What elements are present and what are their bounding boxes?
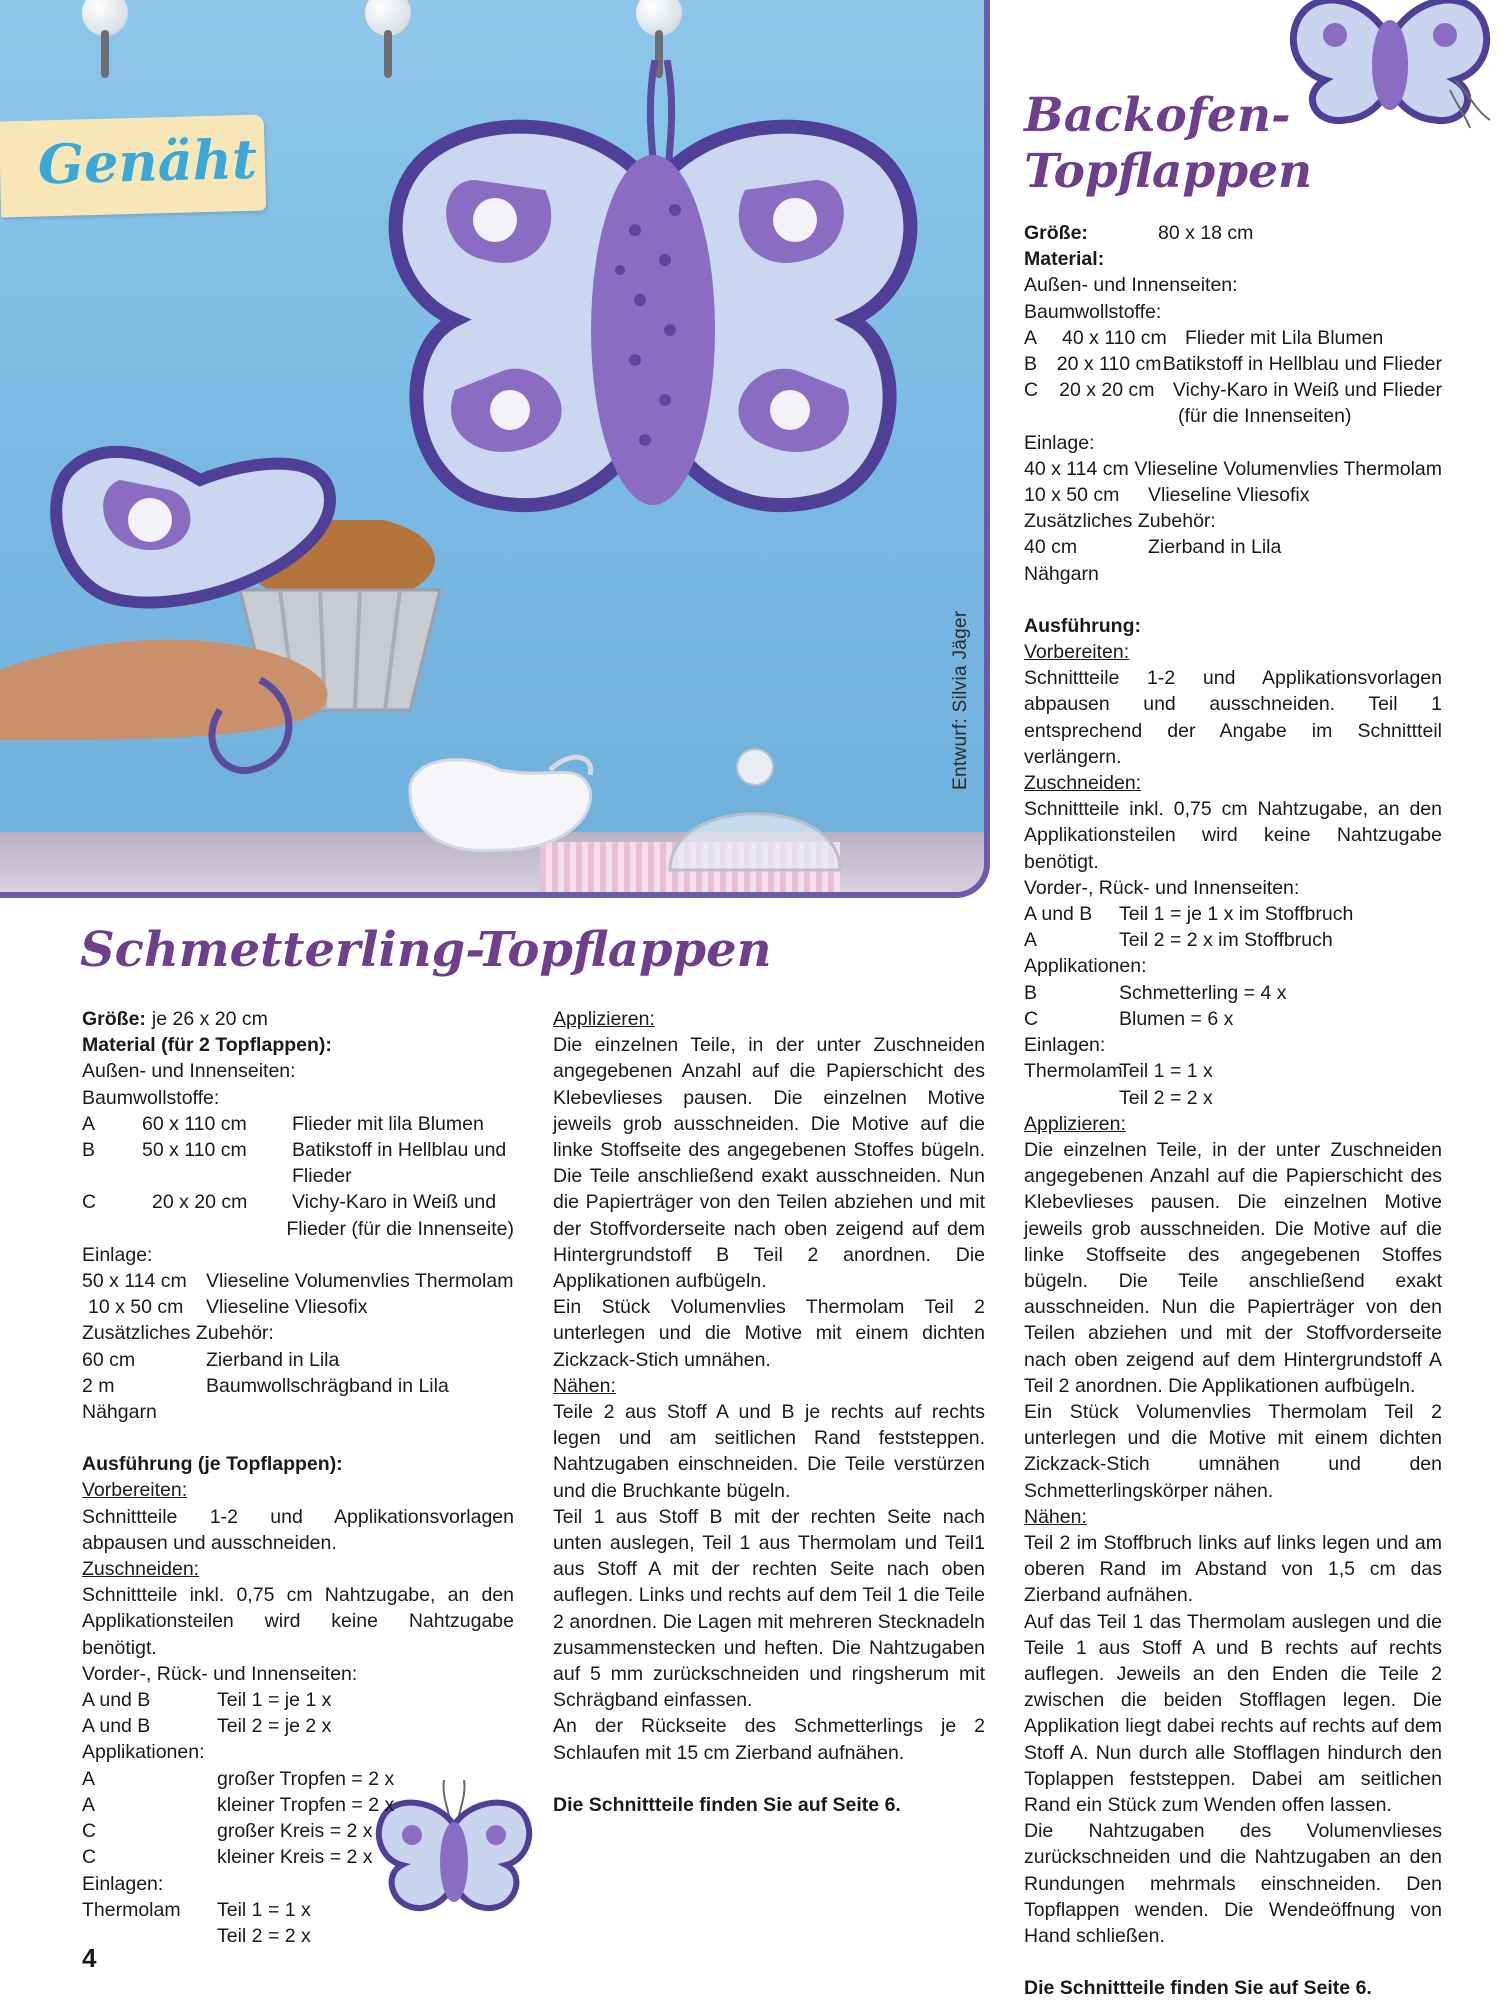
fabric-desc: Batikstoff in Hellblau und Flieder: [1162, 353, 1442, 376]
sides-label: Vorder-, Rück- und Innenseiten:: [1024, 876, 1300, 899]
cotton-label: Baumwollstoffe:: [1024, 300, 1162, 323]
inlays2-key: Thermolam: [1024, 1060, 1123, 1083]
wall-hook: [82, 0, 128, 54]
schmetterling-title: Schmetterling-Topflappen: [80, 922, 772, 978]
appl-row: [82, 1792, 514, 1818]
appl-val: großer Kreis = 2 x: [217, 1820, 373, 1843]
inlay-desc: Vlieseline Volumenvlies Thermolam: [1134, 457, 1442, 480]
fabric-row: [82, 1137, 514, 1163]
fabric-desc-cont: Flieder (für die Innenseite): [286, 1217, 514, 1240]
fabric-row-cont: [82, 1163, 514, 1189]
appl-key: B: [1024, 981, 1038, 1004]
appl-row: [82, 1844, 514, 1870]
sides-val: Teil 2 = 2 x im Stoffbruch: [1119, 929, 1333, 952]
thread-label: Nähgarn: [82, 1401, 157, 1424]
extra-size: 60 cm: [82, 1348, 136, 1371]
fabric-key: A: [82, 1112, 96, 1135]
size-value: je 26 x 20 cm: [151, 1008, 268, 1030]
inlay-size: 50 x 114 cm: [82, 1270, 187, 1293]
inlay-size: 10 x 50 cm: [1024, 484, 1120, 507]
outer-inner-label: Außen- und Innenseiten:: [1024, 274, 1238, 297]
extra-row: [82, 1373, 514, 1399]
sides-key: A und B: [82, 1715, 151, 1738]
applique-label: Applizieren:: [553, 1008, 655, 1030]
inlays2-key: [82, 1923, 217, 1949]
inlays2-key: Thermolam: [82, 1898, 181, 1921]
fabric-key: B: [1024, 353, 1038, 376]
inlay-size: 10 x 50 cm: [88, 1296, 184, 1319]
applique-text2: Ein Stück Volumenvlies Thermolam Teil 2 unterlegen und die Motive mit einem dichten Zickzack-Stich umnähen.: [553, 1296, 985, 1371]
extra-size: 40 cm: [1024, 536, 1078, 559]
page-number: 4: [82, 1943, 97, 1973]
appl-val: kleiner Kreis = 2 x: [217, 1846, 373, 1869]
sew-text1: Teile 2 aus Stoff A und B je rechts auf rechts legen und am seitlichen Rand feststeppen. Nahtzugaben einschneiden. Die Teile verstürzen und die Bruchkante bügeln.: [553, 1401, 985, 1502]
fabric-row: [1024, 377, 1442, 403]
section-label: [0, 115, 266, 218]
fabric-key: B: [82, 1139, 96, 1162]
butterfly-potholder-image: [375, 60, 930, 550]
fabric-desc: Flieder mit Lila Blumen: [1185, 326, 1384, 349]
appl-row: [82, 1766, 514, 1792]
prep-label: Vorbereiten:: [82, 1479, 188, 1502]
sides-row: [82, 1687, 514, 1713]
size-row: [1024, 220, 1442, 246]
backofen-instructions: [1024, 220, 1442, 2000]
applique-text: Die einzelnen Teile, in der unter Zuschneiden angegebenen Anzahl auf die Papierschicht des Klebevlieses pausen. Die einzelnen Motive jeweils grob ausschneiden. Die Motive auf die linke Stoffseite des angegebenen Stoffes bügeln. Die Teile anschließend exakt ausschneiden. Nun die Papierträger von den Teilen abziehen und mit der Stoffvorderseite nach oben zeigend auf dem Hintergrundstoff A Teil 2 anordnen. Die Applikationen aufbügeln.: [1024, 1138, 1442, 1397]
inlay-size: 40 x 114 cm: [1024, 457, 1129, 480]
sew-text2: Teil 1 aus Stoff B mit der rechten Seite nach unten auslegen, Teil 1 aus Thermolam und Teil1 aus Stoff A mit der rechten Seite nach oben auflegen. Links und rechts auf dem Teil 1 die Teile 2 anordnen. Die Lagen mit mehreren Stecknadeln zusammenstecken und heften. Die Nahtzugaben auf 5 mm zurückschneiden und ringsherum mit Schrägband einfassen.: [553, 1505, 985, 1712]
sides-key: A und B: [82, 1689, 151, 1712]
appl-val: großer Tropfen = 2 x: [217, 1767, 395, 1790]
appl-row: [82, 1818, 514, 1844]
inlays2-key: [1024, 1085, 1119, 1111]
cotton-label: Baumwollstoffe:: [82, 1086, 220, 1109]
fabric-size: 20 x 20 cm: [152, 1191, 248, 1214]
pattern-page-note: Die Schnittteile finden Sie auf Seite 6.: [1024, 1977, 1372, 2000]
inlay-row: [1024, 456, 1442, 482]
inlay-row: [82, 1268, 514, 1294]
extra-label: Zusätzliches Zubehör:: [1024, 510, 1216, 533]
sides-val: Teil 1 = je 1 x: [217, 1689, 332, 1712]
inlays2-label: Einlagen:: [82, 1872, 164, 1895]
extra-desc: Zierband in Lila: [1148, 536, 1282, 559]
sew-text2: Auf das Teil 1 das Thermolam auslegen und die Teile 1 aus Stoff A und B rechts auf rechts auflegen. Jeweils an den Enden die Teile 2 zwischen die beiden Stofflagen legen. Die Applikation liegt dabei rechts auf rechts auf dem Stoff A. Nun durch alle Stofflagen hindurch den Toplappen feststeppen. Dabei am seitlichen Rand ein Stück zum Wenden offen lassen.: [1024, 1610, 1442, 1816]
appl-key: C: [1024, 1007, 1039, 1030]
fabric-row: [1024, 325, 1442, 351]
cut-label: Zuschneiden:: [1024, 772, 1142, 795]
inlay-desc: Vlieseline Vliesofix: [206, 1296, 368, 1319]
schmetterling-instructions: [553, 1006, 985, 1818]
outer-inner-label: Außen- und Innenseiten:: [82, 1060, 296, 1083]
fabric-size: 20 x 20 cm: [1059, 379, 1155, 402]
fabric-desc: Vichy-Karo in Weiß und: [292, 1191, 497, 1214]
inlay-row: [1024, 482, 1442, 508]
butterfly-thumbnail-top: [1285, 0, 1500, 130]
extra-desc: Zierband in Lila: [206, 1348, 340, 1371]
fabric-desc: Flieder mit lila Blumen: [292, 1112, 484, 1135]
sew-text3: An der Rückseite des Schmetterlings je 2 Schlaufen mit 15 cm Zierband aufnähen.: [553, 1715, 985, 1764]
fabric-key: C: [1024, 379, 1039, 402]
sides-val: Teil 1 = je 1 x im Stoffbruch: [1119, 903, 1354, 926]
fabric-desc-cont: Flieder: [292, 1165, 352, 1188]
fabric-key: C: [82, 1191, 97, 1214]
fabric-row: [82, 1189, 514, 1215]
applique-label: Applizieren:: [1024, 1112, 1126, 1135]
wall-hook: [636, 0, 682, 54]
thread-label: Nähgarn: [1024, 562, 1099, 585]
inlays2-val: Teil 2 = 2 x: [217, 1924, 311, 1947]
inlays2-row: [82, 1923, 514, 1949]
cut-text: Schnittteile inkl. 0,75 cm Nahtzugabe, an den Applikationsteilen wird keine Nahtzugabe benötigt.: [82, 1584, 514, 1659]
sides-key: A: [1024, 929, 1038, 952]
sew-label: Nähen:: [553, 1374, 616, 1397]
inlays2-row: [1024, 1085, 1442, 1111]
product-photo: [0, 0, 990, 898]
inlays2-row: [1024, 1058, 1442, 1084]
material-label: Material (für 2 Topflappen):: [82, 1034, 332, 1057]
appl-label: Applikationen:: [1024, 955, 1147, 978]
appl-key: A: [82, 1767, 96, 1790]
butterfly-mitt-in-hand-image: [0, 440, 430, 800]
prep-label: Vorbereiten:: [1024, 641, 1130, 664]
fabric-size: 20 x 110 cm: [1056, 353, 1162, 376]
fabric-size: 60 x 110 cm: [142, 1112, 247, 1135]
sides-row: [1024, 901, 1442, 927]
fabric-desc-cont: (für die Innenseiten): [1178, 405, 1352, 428]
appl-key: C: [82, 1820, 97, 1843]
inlay-label: Einlage:: [82, 1243, 153, 1266]
inlays2-val: Teil 2 = 2 x: [1119, 1086, 1213, 1109]
inlay-desc: Vlieseline Vliesofix: [1148, 484, 1310, 507]
appl-val: kleiner Tropfen = 2 x: [217, 1793, 395, 1816]
inlays2-row: [82, 1897, 514, 1923]
inlays2-val: Teil 1 = 1 x: [217, 1898, 311, 1921]
fabric-row-cont: [82, 1216, 514, 1242]
appl-row: [1024, 1006, 1442, 1032]
inlay-desc: Vlieseline Volumenvlies Thermolam: [206, 1270, 514, 1293]
section-label-text: Genäht: [37, 126, 258, 197]
fabric-row: [1024, 351, 1442, 377]
fabric-key: A: [1024, 326, 1038, 349]
cut-label: Zuschneiden:: [82, 1558, 200, 1581]
extra-row: [1024, 534, 1442, 560]
sides-row: [82, 1713, 514, 1739]
cow-creamer-image: [380, 730, 610, 870]
applique-text: Die einzelnen Teile, in der unter Zuschneiden angegebenen Anzahl auf die Papierschicht des Klebevlieses pausen. Die einzelnen Motive jeweils grob ausschneiden. Die Motive auf die linke Stoffseite des angegebenen Stoffes bügeln. Die Teile anschließend exakt ausschneiden. Nun die Papierträger von den Teilen abziehen und mit der Stoffvorderseite nach oben zeigend auf dem Hintergrundstoff B Teil 2 anordnen. Die Applikationen aufbügeln.: [553, 1034, 985, 1293]
appl-key: A: [82, 1793, 96, 1816]
appl-row: [1024, 980, 1442, 1006]
sew-label: Nähen:: [1024, 1505, 1087, 1528]
exec-label: Ausführung:: [1024, 614, 1141, 637]
sides-key: A und B: [1024, 903, 1093, 926]
wall-hook: [365, 0, 411, 54]
backofen-title-line2: Topflappen: [1024, 144, 1313, 199]
cut-text: Schnittteile inkl. 0,75 cm Nahtzugabe, an den Applikationsteilen wird keine Nahtzugabe benötigt.: [1024, 798, 1442, 873]
extra-desc: Baumwollschrägband in Lila: [206, 1374, 449, 1397]
size-row: [82, 1006, 514, 1032]
backofen-title-line1: Backofen-: [1024, 88, 1291, 143]
sides-val: Teil 2 = je 2 x: [217, 1715, 332, 1738]
sides-label: Vorder-, Rück- und Innenseiten:: [82, 1662, 358, 1685]
applique-text2: Ein Stück Volumenvlies Thermolam Teil 2 unterlegen und die Motive mit einem dichten Zickzack-Stich umnähen und den Schmetterlingskörper nähen.: [1024, 1400, 1442, 1502]
inlays2-label: Einlagen:: [1024, 1034, 1106, 1057]
size-label: Größe:: [1024, 222, 1088, 244]
fabric-size: 40 x 110 cm: [1062, 326, 1167, 349]
extra-row: [82, 1347, 514, 1373]
fabric-row: [82, 1111, 514, 1137]
prep-text: Schnittteile 1-2 und Applikationsvorlagen abpausen und ausschneiden.: [82, 1505, 514, 1554]
sew-text3: Die Nahtzugaben des Volumenvlieses zurückschneiden und die Nahtzugaben an den Rundungen mehrmals einschneiden. Den Topflappen wenden. Die Wendeöffnung von Hand schließen.: [1024, 1820, 1442, 1947]
extra-label: Zusätzliches Zubehör:: [82, 1322, 274, 1345]
schmetterling-materials: [82, 1006, 514, 1949]
inlays2-val: Teil 1 = 1 x: [1119, 1060, 1213, 1083]
sides-row: [1024, 927, 1442, 953]
design-credit: Entwurf: Silvia Jäger: [950, 610, 971, 790]
inlay-label: Einlage:: [1024, 431, 1095, 454]
appl-key: C: [82, 1846, 97, 1869]
inlay-row: [82, 1294, 514, 1320]
sew-text1: Teil 2 im Stoffbruch links auf links legen und am oberen Rand im Abstand von 1,5 cm das Zierband aufnähen.: [1024, 1531, 1442, 1607]
pattern-page-note: Die Schnittteile finden Sie auf Seite 6.: [553, 1793, 901, 1816]
material-label: Material:: [1024, 248, 1105, 271]
prep-text: Schnittteile 1-2 und Applikationsvorlagen abpausen und ausschneiden. Teil 1 entsprechend der Angabe im Schnittteil verlängern.: [1024, 667, 1442, 768]
fabric-size: 50 x 110 cm: [142, 1139, 247, 1162]
fabric-desc: Vichy-Karo in Weiß und Flieder: [1172, 379, 1442, 402]
glass-dome-image: [660, 745, 850, 875]
size-value: 80 x 18 cm: [1158, 222, 1254, 244]
fabric-row-cont: [1024, 403, 1442, 429]
fabric-desc: Batikstoff in Hellblau und: [292, 1139, 507, 1162]
exec-label: Ausführung (je Topflappen):: [82, 1453, 343, 1476]
appl-label: Applikationen:: [82, 1741, 205, 1764]
extra-size: 2 m: [82, 1374, 115, 1397]
size-label: Größe:: [82, 1008, 146, 1030]
backofen-title: [1024, 88, 1312, 200]
appl-val: Blumen = 6 x: [1119, 1007, 1234, 1030]
appl-val: Schmetterling = 4 x: [1119, 981, 1287, 1004]
